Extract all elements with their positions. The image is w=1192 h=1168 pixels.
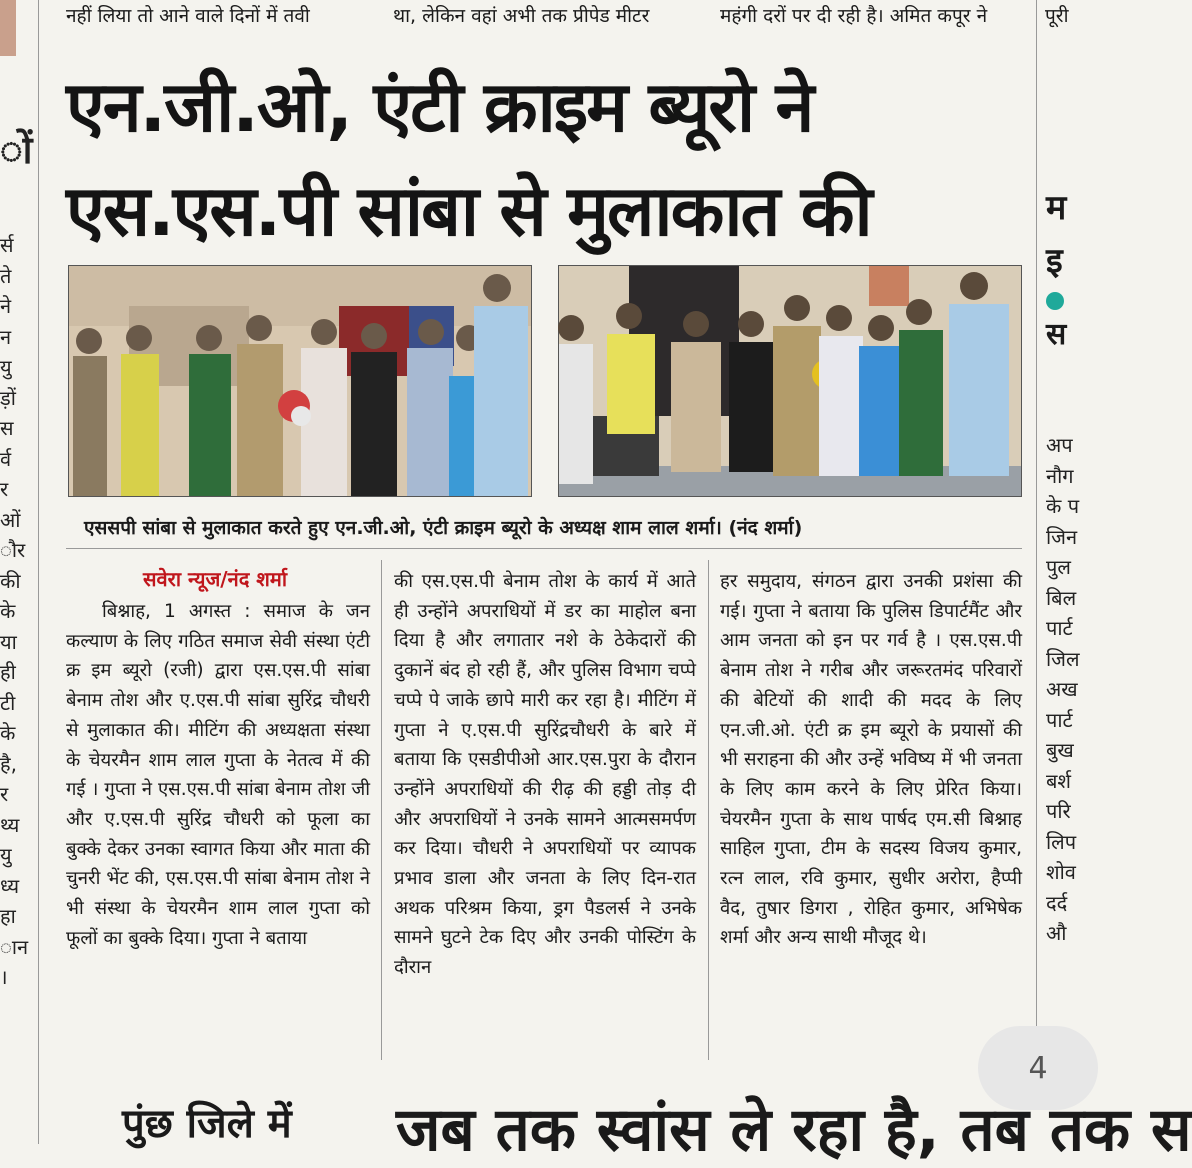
article-column-2-text: की एस.एस.पी बेनाम तोश के कार्य में आते ही उन्होंने अपराधियों में डर का माहोल बना दिया है और लगातार नशे के ठेकेदारों की दुकानें बंद हो रही हैं, और पुलिस विभाग चप्पे चप्पे पे जाके छापे मारी कर रहा है। मीटिंग में गुप्ता ने ए.एस.पी सुरिंद्रचौधरी के बारे में बताया कि एसडीपीओ आर.एस.पुरा के दौरान उन्होंने अपराधियों की रीढ़ की हड्डी तोड़ दी और अपराधियों ने उनके सामने आत्मसमर्पण कर दिया। चौधरी ने अपराधियों पर व्यापक प्रभाव डाला और जनता के लिए दिन-रात अथक परिश्रम किया, ड्रग पैडलर्स ने उनके सामने घुटने टेक दिए और उनकी पोस्टिंग के दौरान <box>394 571 696 979</box>
right-adjacent-column <box>1046 180 1080 1080</box>
photo-caption: एससपी सांबा से मुलाकात करते हुए एन.जी.ओ, एंटी क्राइम ब्यूरो के अध्यक्ष शाम लाल शर्मा। (नंद शर्मा) <box>84 517 803 539</box>
right-strip-line: बुख <box>1046 738 1074 762</box>
top-snippet-4: पूरी <box>1045 5 1069 27</box>
news-photo-right <box>558 265 1022 497</box>
left-strip-line: ने <box>0 294 12 318</box>
right-strip-line: अख <box>1046 677 1078 701</box>
page-number: 4 <box>1028 1050 1048 1086</box>
left-strip-text <box>0 230 29 993</box>
right-strip-text <box>1046 430 1080 949</box>
bottom-headline-left: पुंछ जिले में <box>122 1101 292 1147</box>
bullet-icon <box>1046 292 1064 310</box>
left-strip-line: र <box>0 477 9 501</box>
column-rule-1 <box>381 560 382 1060</box>
left-strip-line: न <box>0 324 12 349</box>
top-snippet-1: नहीं लिया तो आने वाले दिनों में तवी <box>66 5 310 27</box>
left-strip-line: या <box>0 629 17 654</box>
left-strip-line: । <box>0 965 8 989</box>
right-strip-line: परि <box>1046 799 1071 823</box>
article-column-3-text: हर समुदाय, संगठन द्वारा उनकी प्रशंसा की गई। गुप्ता ने बताया कि पुलिस डिपार्टमैंट और आम जनता को इन पर गर्व है । एस.एस.पी बेनाम तोश ने गरीब और जरूरतमंद परिवारों की बेटियों की शादी की मदद के लिए एन.जी.ओ. एंटी क्र इम ब्यूरो के प्रयासों की भी सराहना की और उन्हें भविष्य में भी जनता के लिए काम करने के लिए प्रेरित किया। चेयरमैन गुप्ता के साथ पार्षद एम.सी बिश्नाह साहिल गुप्ता, टीम के सदस्य विजय कुमार, रत्न लाल, रवि कुमार, सुधीर अरोरा, हैप्पी वैद, तुषार डिगरा , रोहित कुमार, अभिषेक शर्मा और अन्य साथी मौजूद थे। <box>720 571 1022 949</box>
caption-rule <box>66 548 1022 549</box>
left-strip-line: यु <box>0 355 12 379</box>
right-strip-line: बर्श <box>1046 768 1072 793</box>
right-strip-line: नौग <box>1046 463 1074 488</box>
byline: सवेरा न्यूज/नंद शर्मा <box>143 567 288 591</box>
right-strip-line: के प <box>1046 494 1080 518</box>
left-strip-line: ान <box>0 934 29 959</box>
article-column-3 <box>720 567 1022 953</box>
left-strip-line: के <box>0 721 16 745</box>
right-column-rule <box>1036 0 1037 1060</box>
right-strip-line: बिल <box>1046 585 1077 610</box>
right-strip-line: दर्द <box>1046 890 1068 915</box>
right-strip-line: पार्ट <box>1046 616 1073 640</box>
left-strip-head: ों <box>0 128 33 172</box>
left-strip-line: र्व <box>0 446 12 471</box>
left-strip-line: ड़ों <box>0 385 16 410</box>
left-strip-line: ौर <box>0 538 26 562</box>
right-strip-line: अप <box>1046 433 1073 457</box>
right-strip-head-1: म <box>1046 188 1067 228</box>
left-adjacent-column <box>0 120 33 1020</box>
left-strip-line: ही <box>0 660 16 684</box>
right-strip-line: पुल <box>1046 555 1071 579</box>
left-strip-line: के <box>0 599 16 623</box>
right-strip-line: शोव <box>1046 860 1076 884</box>
right-strip-head-3: स <box>1046 317 1067 352</box>
headline-line-2: एस.एस.पी सांबा से मुलाकात की <box>66 170 871 252</box>
right-strip-line: जिन <box>1046 524 1078 549</box>
top-snippet-2: था, लेकिन वहां अभी तक प्रीपेड मीटर <box>393 5 650 27</box>
article-column-1 <box>66 597 370 953</box>
left-strip-line: स <box>0 416 14 440</box>
left-strip-line: ओं <box>0 507 21 532</box>
left-strip-line: ध्य <box>0 873 20 898</box>
group-photo-left-image <box>69 266 531 496</box>
left-strip-line: हा <box>0 904 16 928</box>
bottom-headline-main: जब तक स्वांस ले रहा है, तब तक स <box>396 1095 1192 1165</box>
right-strip-line: जिल <box>1046 646 1080 671</box>
right-strip-line: औ <box>1046 921 1067 945</box>
right-strip-head-2: इ <box>1046 241 1063 281</box>
headline-line-1: एन.जी.ओ, एंटी क्राइम ब्यूरो ने <box>66 66 813 148</box>
group-photo-right-image <box>559 266 1021 496</box>
left-thumbnail <box>0 0 16 56</box>
left-strip-line: है, <box>0 751 17 776</box>
top-snippet-3: महंगी दरों पर दी रही है। अमित कपूर ने <box>720 5 988 27</box>
article-column-2 <box>394 567 696 983</box>
news-photo-left <box>68 265 532 497</box>
article-column-1-text: बिश्नाह, 1 अगस्त : समाज के जन कल्याण के लिए गठित समाज सेवी संस्था एंटी क्र इम ब्यूरो (रजी) द्वारा एस.एस.पी सांबा बेनाम तोश और ए.एस.पी सांबा सुरिंद्र चौधरी से मुलाकात की। मीटिंग की अध्यक्षता संस्था के चेयरमैन शाम लाल गुप्ता के नेतत्व में की गई । गुप्ता ने एस.एस.पी सांबा बेनाम तोश जी और ए.एस.पी सुरिंद्र चौधरी को फूला का बुक्के देकर उनका स्वागत किया और माता की चुनरी भेंट की, एस.एस.पी सांबा बेनाम तोश ने भी संस्था के चेयरमैन शाम लाल गुप्ता को फूलों का बुक्के दिया। गुप्ता ने बताया <box>66 601 370 949</box>
left-strip-line: र <box>0 782 9 806</box>
column-rule-2 <box>708 560 709 1060</box>
right-strip-line: लिप <box>1046 829 1077 854</box>
left-strip-line: यु <box>0 843 12 867</box>
left-strip-line: की <box>0 568 21 593</box>
left-strip-line: ते <box>0 263 12 288</box>
left-strip-line: थ्य <box>0 812 20 837</box>
left-column-rule <box>38 0 39 1144</box>
right-strip-line: पार्ट <box>1046 707 1073 732</box>
left-strip-line: टी <box>0 690 16 715</box>
left-strip-line: र्स <box>0 233 14 257</box>
